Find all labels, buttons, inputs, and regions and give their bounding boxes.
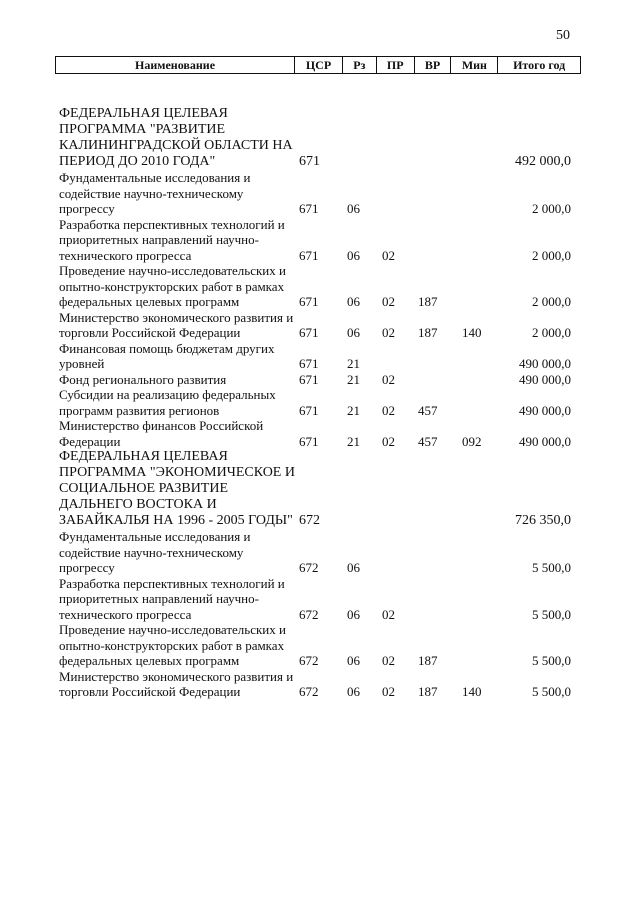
row-min: 140 [462,684,482,699]
row-total: 2 000,0 [532,325,571,340]
table-header [55,56,581,74]
row-name: Проведение научно-исследовательских и опытно-конструкторских работ в рамках федеральных целевых программ [59,622,286,668]
row-name: Финансовая помощь бюджетам других уровней [59,340,275,371]
row-total: 5 500,0 [532,560,571,575]
row-csr: 672 [299,560,319,575]
table-body [55,106,581,700]
row-name: Разработка перспективных технологий и приоритетных направлений научно-технического прогресса [59,575,285,622]
row-rz: 06 [347,684,360,699]
header-name: Наименование [56,57,295,73]
table-row [55,387,581,418]
row-name: ФЕДЕРАЛЬНАЯ ЦЕЛЕВАЯ ПРОГРАММА "ЭКОНОМИЧЕСКОЕ И СОЦИАЛЬНОЕ РАЗВИТИЕ ДАЛЬНЕГО ВОСТОКА И ЗАБАЙКАЛЬЯ НА 1996 - 2005 ГОДЫ" [59,449,295,528]
row-vr: 187 [418,653,438,668]
row-name: Министерство экономического развития и торговли Российской Федерации [59,668,294,699]
row-vr: 457 [418,433,438,449]
row-csr: 671 [299,294,319,309]
row-total: 5 500,0 [532,684,571,699]
row-csr: 672 [299,684,319,699]
row-total: 2 000,0 [532,201,571,216]
row-name: Фундаментальные исследования и содействие научно-техническому прогрессу [59,529,251,575]
table-row [55,341,581,372]
row-vr: 457 [418,402,438,418]
row-vr: 187 [418,325,438,340]
row-total: 2 000,0 [532,294,571,309]
row-rz: 06 [347,247,360,263]
row-csr: 671 [299,247,319,263]
header-rz: Рз [343,57,377,73]
row-pr: 02 [382,294,395,309]
header-vr: ВР [415,57,452,73]
row-name: Министерство экономического развития и торговли Российской Федерации [59,309,294,340]
table-row [55,310,581,341]
row-rz: 21 [347,433,360,449]
budget-table [55,56,581,700]
row-rz: 21 [347,356,360,371]
row-min: 092 [462,433,482,449]
row-rz: 06 [347,325,360,340]
table-row [55,106,581,170]
row-csr: 671 [299,402,319,418]
row-name: ФЕДЕРАЛЬНАЯ ЦЕЛЕВАЯ ПРОГРАММА "РАЗВИТИЕ КАЛИНИНГРАДСКОЙ ОБЛАСТИ НА ПЕРИОД ДО 2010 ГОДА" [59,106,293,169]
header-total: Итого год [513,58,566,72]
row-pr: 02 [382,653,395,668]
row-name: Субсидии на реализацию федеральных программ развития регионов [59,387,276,418]
row-csr: 672 [299,606,319,622]
row-pr: 02 [382,402,395,418]
row-total: 5 500,0 [532,606,571,622]
table-row [55,418,581,449]
row-name: Фонд регионального развития [59,371,227,387]
table-row [55,170,581,217]
header-min: Мин [451,57,498,73]
row-csr: 672 [299,513,320,528]
row-name: Фундаментальные исследования и содействие научно-техническому прогрессу [59,170,251,216]
row-total: 726 350,0 [515,513,571,528]
table-row [55,529,581,576]
row-csr: 672 [299,653,319,668]
header-pr: ПР [377,57,415,73]
row-pr: 02 [382,606,395,622]
row-pr: 02 [382,433,395,449]
row-csr: 671 [299,371,319,387]
row-total: 2 000,0 [532,247,571,263]
row-min: 140 [462,325,482,340]
row-pr: 02 [382,325,395,340]
row-vr: 187 [418,684,438,699]
row-pr: 02 [382,684,395,699]
row-rz: 21 [347,402,360,418]
row-total: 490 000,0 [519,433,571,449]
table-row [55,263,581,310]
row-rz: 06 [347,560,360,575]
row-name: Министерство финансов Российской Федерации [59,418,264,449]
table-row [55,669,581,700]
table-row [55,622,581,669]
table-row [55,576,581,623]
row-csr: 671 [299,356,319,371]
row-pr: 02 [382,371,395,387]
table-row [55,372,581,388]
row-csr: 671 [299,154,320,169]
page-number: 50 [556,28,570,43]
row-total: 490 000,0 [519,402,571,418]
row-rz: 21 [347,371,360,387]
row-total: 490 000,0 [519,356,571,371]
row-vr: 187 [418,294,438,309]
row-rz: 06 [347,606,360,622]
row-rz: 06 [347,201,360,216]
row-total: 492 000,0 [515,154,571,169]
row-rz: 06 [347,294,360,309]
table-row [55,449,581,529]
row-name: Проведение научно-исследовательских и опытно-конструкторских работ в рамках федеральных целевых программ [59,263,286,309]
row-pr: 02 [382,247,395,263]
row-total: 5 500,0 [532,653,571,668]
row-total: 490 000,0 [519,371,571,387]
row-rz: 06 [347,653,360,668]
row-csr: 671 [299,201,319,216]
row-csr: 671 [299,325,319,340]
row-name: Разработка перспективных технологий и приоритетных направлений научно-технического прогресса [59,216,285,263]
table-row [55,217,581,264]
row-csr: 671 [299,433,319,449]
header-csr: ЦСР [295,57,343,73]
